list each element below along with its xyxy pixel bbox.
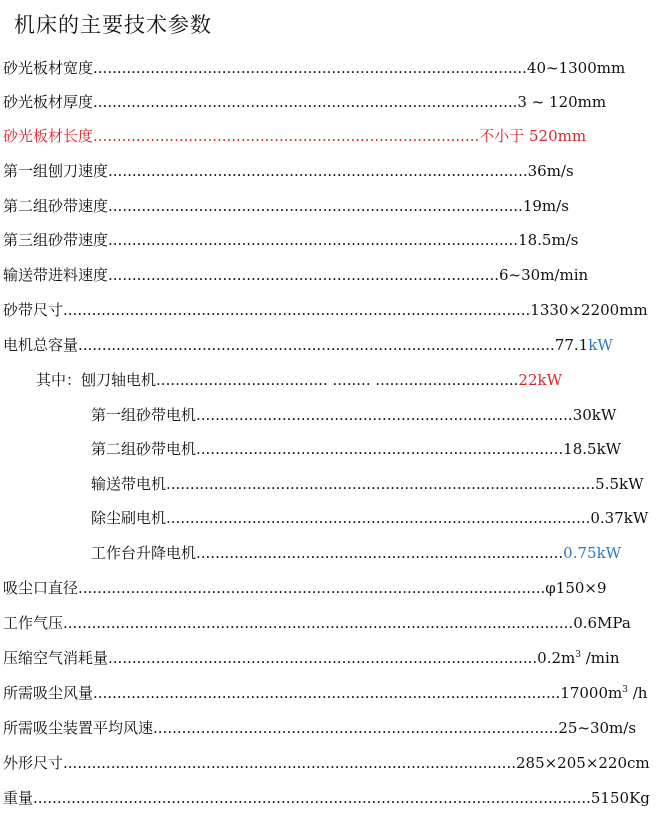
spec-label: 输送带电机 [91,475,167,493]
spec-row-air-pressure [3,613,631,633]
leader-dots: ............................................................................. [196,440,564,458]
spec-label: 第二组砂带电机 [91,440,197,458]
spec-value: 18.5kW [563,440,622,458]
spec-value: 36m/s [527,162,574,180]
spec-label: 所需吸尘风量 [3,684,94,702]
spec-label: 输送带进料速度 [3,266,109,284]
spec-row-planer-speed [3,161,574,181]
leader-dots: ....................................................................................... [108,197,523,215]
spec-value: 17000m [560,684,623,702]
leader-dots: ............................................................................. [196,544,564,562]
spec-row-dust-air-volume [3,683,647,703]
spec-value-unit: kW [588,336,613,354]
leader-dots: .................................................................................. [108,266,499,284]
spec-label: 第一组刨刀速度 [3,162,109,180]
spec-value: 22kW [518,371,562,389]
leader-dots: .................................................................................................. [78,579,546,597]
leader-dots: ............................................................................... [196,406,573,424]
spec-row-belt2-speed [3,196,569,216]
leader-dots: .................................... ........ .............................. [156,371,519,389]
spec-value: φ150×9 [545,579,607,597]
spec-label: 所需吸尘装置平均风速 [3,719,154,737]
spec-value: 1330×2200mm [530,301,648,319]
spec-value: 5.5kW [595,475,644,493]
spec-row-belt-size [3,300,648,320]
spec-value: 77.1 [554,336,589,354]
spec-label: 砂光板材厚度 [3,93,94,111]
leader-dots: .................................................................................................. [63,301,531,319]
spec-label: 吸尘口直径 [3,579,79,597]
spec-row-sanding-length [3,126,586,146]
document-title: 机床的主要技术参数 [14,13,212,37]
leader-dots: ......................................................................................... [93,93,518,111]
leader-dots: ......................................................................................... [166,509,591,527]
leader-dots: .......................................................................................... [166,475,596,493]
spec-label: 除尘刷电机 [91,509,167,527]
spec-row-air-consumption [3,648,620,668]
spec-value: 30kW [572,406,617,424]
leader-dots: ..................................................................................... [153,719,559,737]
spec-value: 18.5m/s [518,231,579,249]
spec-row-weight [3,788,650,808]
spec-row-belt1-motor [91,405,616,425]
spec-row-dust-brush-motor [91,508,648,528]
spec-row-table-lift-motor [91,543,621,563]
spec-label: 重量 [3,789,34,807]
leader-dots: ...................................................................................... [108,231,519,249]
spec-label: 电机总容量 [3,336,79,354]
spec-row-dust-air-speed [3,718,636,738]
spec-value: 6~30m/min [499,266,589,284]
spec-prefix: 其中： [36,371,82,389]
spec-value: 25~30m/s [558,719,637,737]
spec-value: 不小于 520mm [479,127,587,145]
spec-row-planer-motor [36,370,562,390]
spec-row-belt3-speed [3,230,578,250]
spec-value: 19m/s [522,197,569,215]
spec-label: 第三组砂带速度 [3,231,109,249]
spec-row-belt2-motor [91,439,621,459]
spec-label: 工作气压 [3,614,64,632]
spec-value: 0.37kW [590,509,649,527]
spec-value: 5150Kg [590,789,650,807]
leader-dots: ................................................................................. [93,127,480,145]
spec-value: 0.75kW [563,544,622,562]
spec-label: 第一组砂带电机 [91,406,197,424]
spec-row-feed-speed [3,265,588,285]
spec-value: 3 ~ 120mm [517,93,607,111]
leader-dots: .................................................................................................. [93,684,561,702]
spec-label: 刨刀轴电机 [81,371,157,389]
leader-dots: ..................................................................................................................... [33,789,591,807]
spec-value-exponent: 3 [575,650,581,660]
spec-value-tail: /min [580,649,620,667]
spec-label: 压缩空气消耗量 [3,649,109,667]
spec-label: 外形尺寸 [3,754,64,772]
leader-dots: ........................................................................................................... [63,614,574,632]
spec-row-suction-diameter [3,578,607,598]
leader-dots: .......................................................................................... [108,649,538,667]
spec-row-overall-dimensions [3,753,650,773]
leader-dots: ........................................................................................... [93,59,527,77]
spec-value: 0.6MPa [573,614,631,632]
spec-label: 砂光板材长度 [3,127,94,145]
spec-value: 0.2m [537,649,576,667]
spec-value-exponent: 3 [622,685,628,695]
spec-row-conveyor-motor [91,474,644,494]
spec-label: 砂带尺寸 [3,301,64,319]
spec-label: 工作台升降电机 [91,544,197,562]
spec-value: 285×205×220cm [515,754,650,772]
leader-dots: .................................................................................................... [78,336,555,354]
spec-label: 砂光板材宽度 [3,59,94,77]
leader-dots: ............................................................................................... [63,754,516,772]
spec-row-sanding-thickness [3,92,606,112]
spec-row-sanding-width [3,58,625,78]
spec-label: 第二组砂带速度 [3,197,109,215]
spec-value: 40~1300mm [526,59,626,77]
leader-dots: ........................................................................................ [108,162,528,180]
spec-row-total-motor-capacity [3,335,613,355]
spec-value-tail: /h [627,684,648,702]
